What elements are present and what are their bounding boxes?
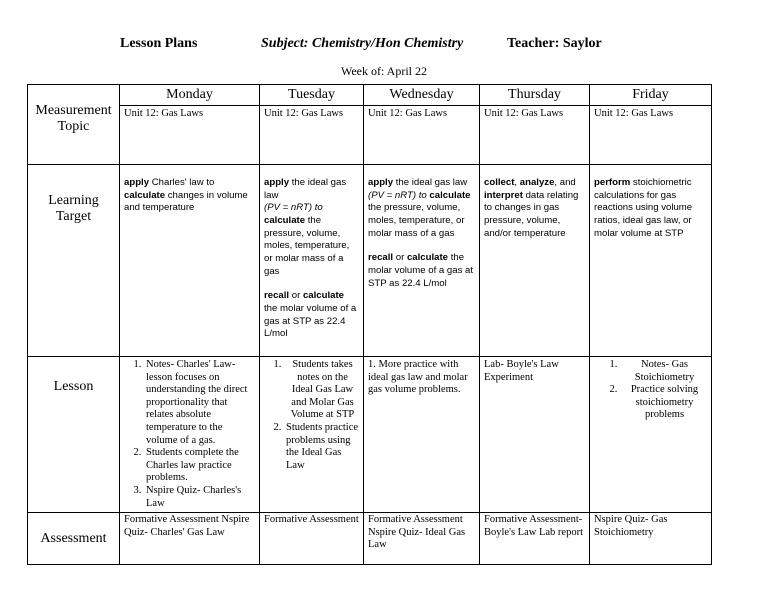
topic-row (28, 106, 712, 165)
teacher-label: Teacher: Saylor (507, 36, 602, 51)
target-text: the pressure, volume, moles, temperature, or molar mass of a gas (368, 202, 465, 239)
target-text: the ideal gas law (264, 177, 347, 201)
target-verb: apply (264, 177, 290, 188)
row-label-lesson: Lesson (28, 357, 120, 513)
target-monday (120, 165, 260, 357)
target-text: , (514, 177, 520, 188)
target-text: the pressure, volume, moles, temperature, or molar mass of a gas (264, 214, 350, 277)
target-verb: perform (594, 177, 631, 188)
assessment-thursday: Formative Assessment- Boyle's Law Lab report (480, 513, 590, 565)
target-text: or (289, 290, 303, 302)
target-verb: calculate (124, 189, 166, 201)
target-verb: apply (368, 177, 394, 188)
topic-tuesday: Unit 12: Gas Laws (260, 106, 364, 165)
topic-monday: Unit 12: Gas Laws (120, 106, 260, 165)
row-label-target (28, 165, 120, 357)
assessment-wednesday: Formative Assessment Nspire Quiz- Ideal Gas Law (364, 513, 480, 565)
row-label-assessment: Assessment (28, 513, 120, 565)
topic-wednesday: Unit 12: Gas Laws (364, 106, 480, 165)
lesson-tuesday-list (264, 359, 359, 472)
lesson-monday-list (124, 359, 255, 510)
target-wednesday (364, 165, 480, 357)
target-text: , and (554, 177, 576, 188)
lesson-plans-title: Lesson Plans (120, 36, 198, 51)
target-verb: calculate (302, 290, 345, 302)
target-text: stoichiometric calculations for gas reactions using volume ratios, ideal gas law, or molar volume at STP (594, 177, 693, 239)
target-verb: calculate (264, 214, 306, 226)
list-item: 1. Notes- Charles' Law- lesson focuses on understanding the direct proportionality that relates absolute temperature to the volume of a gas. (144, 359, 255, 447)
row-label-target-line2: Target (55, 209, 92, 224)
target-verb: analyze (519, 177, 555, 188)
target-text: the molar volume of a gas at STP as 22.4 L/mol (264, 302, 357, 340)
day-tuesday: Tuesday (260, 85, 364, 106)
header-row (28, 85, 712, 106)
list-item: 2. Students complete the Charles law practice problems. (144, 447, 255, 485)
target-text: data relating to changes in gas pressure, volume, and/or temperature (484, 189, 579, 239)
assessment-tuesday: Formative Assessment (260, 513, 364, 565)
target-verb: recall (368, 252, 394, 264)
list-item: 3. Nspire Quiz- Charles's Law (144, 485, 255, 510)
target-text: or (393, 252, 407, 264)
lesson-plan-table (27, 84, 712, 565)
target-verb: calculate (406, 252, 449, 264)
list-item: 1. Notes- Gas Stoichiometry (620, 359, 707, 384)
assessment-row (28, 513, 712, 565)
ideal-gas-equation: (PV = nRT) to (368, 189, 430, 201)
target-text: changes in volume and temperature (124, 189, 248, 214)
topic-thursday: Unit 12: Gas Laws (480, 106, 590, 165)
list-item: 1. Students takes notes on the Ideal Gas Law and Molar Gas Volume at STP (284, 359, 359, 422)
row-label-target-line1: Learning (48, 193, 99, 208)
lesson-friday-list (594, 359, 707, 422)
day-thursday: Thursday (480, 85, 590, 106)
lesson-thursday: Lab- Boyle's Law Experiment (480, 357, 590, 513)
day-monday: Monday (120, 85, 260, 106)
day-friday: Friday (590, 85, 712, 106)
lesson-wednesday: 1. More practice with ideal gas law and molar gas volume problems. (364, 357, 480, 513)
target-friday (590, 165, 712, 357)
ideal-gas-equation: (PV = nRT) to (264, 202, 323, 214)
lesson-monday (120, 357, 260, 513)
list-item: 2. Practice solving stoichiometry problems (620, 384, 707, 422)
subject-label: Subject: Chemistry/Hon Chemistry (261, 36, 464, 51)
target-verb: calculate (429, 189, 471, 201)
target-tuesday (260, 165, 364, 357)
day-wednesday: Wednesday (364, 85, 480, 106)
row-label-topic-line2: Topic (57, 119, 90, 134)
assessment-monday: Formative Assessment Nspire Quiz- Charles' Gas Law (120, 513, 260, 565)
target-verb: apply (124, 177, 150, 188)
topic-friday: Unit 12: Gas Laws (590, 106, 712, 165)
row-label-topic-line1: Measurement (35, 103, 112, 118)
target-verb: recall (264, 290, 290, 302)
target-verb: collect (484, 177, 515, 188)
target-verb: interpret (484, 189, 523, 201)
target-thursday (480, 165, 590, 357)
target-text: the ideal gas law (393, 177, 468, 188)
week-label: Week of: April 22 (340, 64, 427, 78)
target-text: the molar volume of a gas at STP as 22.4 L/mol (368, 252, 474, 289)
target-row (28, 165, 712, 357)
assessment-friday: Nspire Quiz- Gas Stoichiometry (590, 513, 712, 565)
target-text: Charles' law to (149, 177, 215, 188)
lesson-row (28, 357, 712, 513)
lesson-friday (590, 357, 712, 513)
row-label-topic (28, 85, 120, 165)
lesson-tuesday (260, 357, 364, 513)
list-item: 2. Students practice problems using the Ideal Gas Law (284, 422, 359, 472)
